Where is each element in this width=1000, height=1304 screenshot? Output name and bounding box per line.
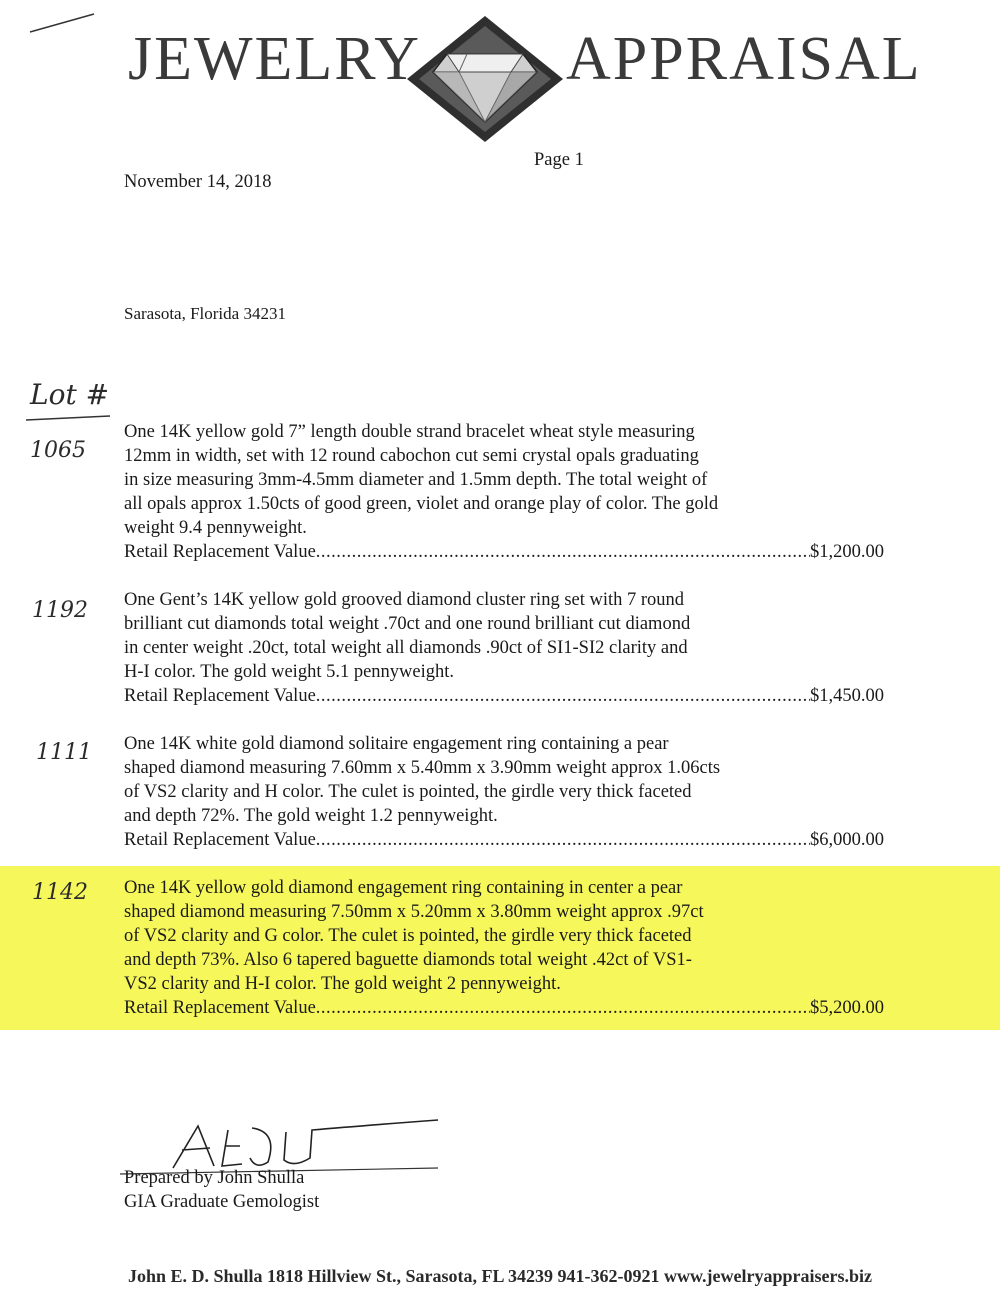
retail-value-row <box>124 540 884 564</box>
value-label: Retail Replacement Value <box>124 998 316 1018</box>
page-number: Page 1 <box>534 150 584 170</box>
leader-dots <box>316 828 810 852</box>
title-appraisal: APPRAISAL <box>566 25 922 93</box>
value-label: Retail Replacement Value <box>124 542 316 562</box>
title-jewelry: JEWELRY <box>128 25 421 93</box>
value-amount: $1,450.00 <box>810 686 884 706</box>
value-amount: $1,200.00 <box>810 542 884 562</box>
value-amount: $6,000.00 <box>810 830 884 850</box>
item-line: shaped diamond measuring 7.60mm x 5.40mm x 3.90mm weight approx 1.06cts <box>124 758 721 778</box>
lot-underline <box>24 414 114 424</box>
item-line: One 14K yellow gold 7” length double strand bracelet wheat style measuring <box>124 422 695 442</box>
item-line: weight 9.4 pennyweight. <box>124 518 307 538</box>
appraisal-item <box>124 588 884 708</box>
item-line: shaped diamond measuring 7.50mm x 5.20mm x 3.80mm weight approx .97ct <box>124 902 704 922</box>
prepared-by: Prepared by John Shulla <box>124 1168 305 1188</box>
item-line: all opals approx 1.50cts of good green, violet and orange play of color. The gold <box>124 494 719 514</box>
address-line: Sarasota, Florida 34231 <box>124 304 286 323</box>
item-line: One Gent’s 14K yellow gold grooved diamond cluster ring set with 7 round <box>124 590 685 610</box>
value-label: Retail Replacement Value <box>124 830 316 850</box>
diamond-logo-icon <box>405 14 565 144</box>
item-line: One 14K yellow gold diamond engagement ring containing in center a pear <box>124 878 683 898</box>
value-label: Retail Replacement Value <box>124 686 316 706</box>
item-line: H-I color. The gold weight 5.1 pennyweight. <box>124 662 455 682</box>
lot-header: Lot # <box>30 378 110 411</box>
item-line: One 14K white gold diamond solitaire engagement ring containing a pear <box>124 734 669 754</box>
pen-mark <box>28 8 98 38</box>
lot-number: 1142 <box>32 880 88 905</box>
leader-dots <box>316 996 810 1020</box>
item-line: brilliant cut diamonds total weight .70ct and one round brilliant cut diamond <box>124 614 691 634</box>
appraisal-item <box>124 420 884 564</box>
value-amount: $5,200.00 <box>810 998 884 1018</box>
leader-dots <box>316 540 810 564</box>
item-line: and depth 72%. The gold weight 1.2 pennyweight. <box>124 806 498 826</box>
lot-number: 1111 <box>36 740 92 765</box>
retail-value-row <box>124 828 884 852</box>
retail-value-row <box>124 684 884 708</box>
credential: GIA Graduate Gemologist <box>124 1192 320 1212</box>
appraisal-item <box>124 732 884 852</box>
item-line: and depth 73%. Also 6 tapered baguette diamonds total weight .42ct of VS1- <box>124 950 692 970</box>
leader-dots <box>316 684 810 708</box>
item-line: of VS2 clarity and G color. The culet is pointed, the girdle very thick faceted <box>124 926 692 946</box>
document-date: November 14, 2018 <box>124 172 272 192</box>
item-line: 12mm in width, set with 12 round cabochon cut semi crystal opals graduating <box>124 446 699 466</box>
item-line: in center weight .20ct, total weight all diamonds .90ct of SI1-SI2 clarity and <box>124 638 688 658</box>
lot-number: 1065 <box>30 438 86 463</box>
item-line: VS2 clarity and H-I color. The gold weight 2 pennyweight. <box>124 974 561 994</box>
appraisal-item <box>124 876 884 1020</box>
item-line: of VS2 clarity and H color. The culet is pointed, the girdle very thick faceted <box>124 782 692 802</box>
footer-contact: John E. D. Shulla 1818 Hillview St., Sarasota, FL 34239 941-362-0921 www.jewelryappraisers.biz <box>127 1266 873 1286</box>
item-line: in size measuring 3mm-4.5mm diameter and 1.5mm depth. The total weight of <box>124 470 708 490</box>
retail-value-row <box>124 996 884 1020</box>
lot-number: 1192 <box>32 598 88 623</box>
